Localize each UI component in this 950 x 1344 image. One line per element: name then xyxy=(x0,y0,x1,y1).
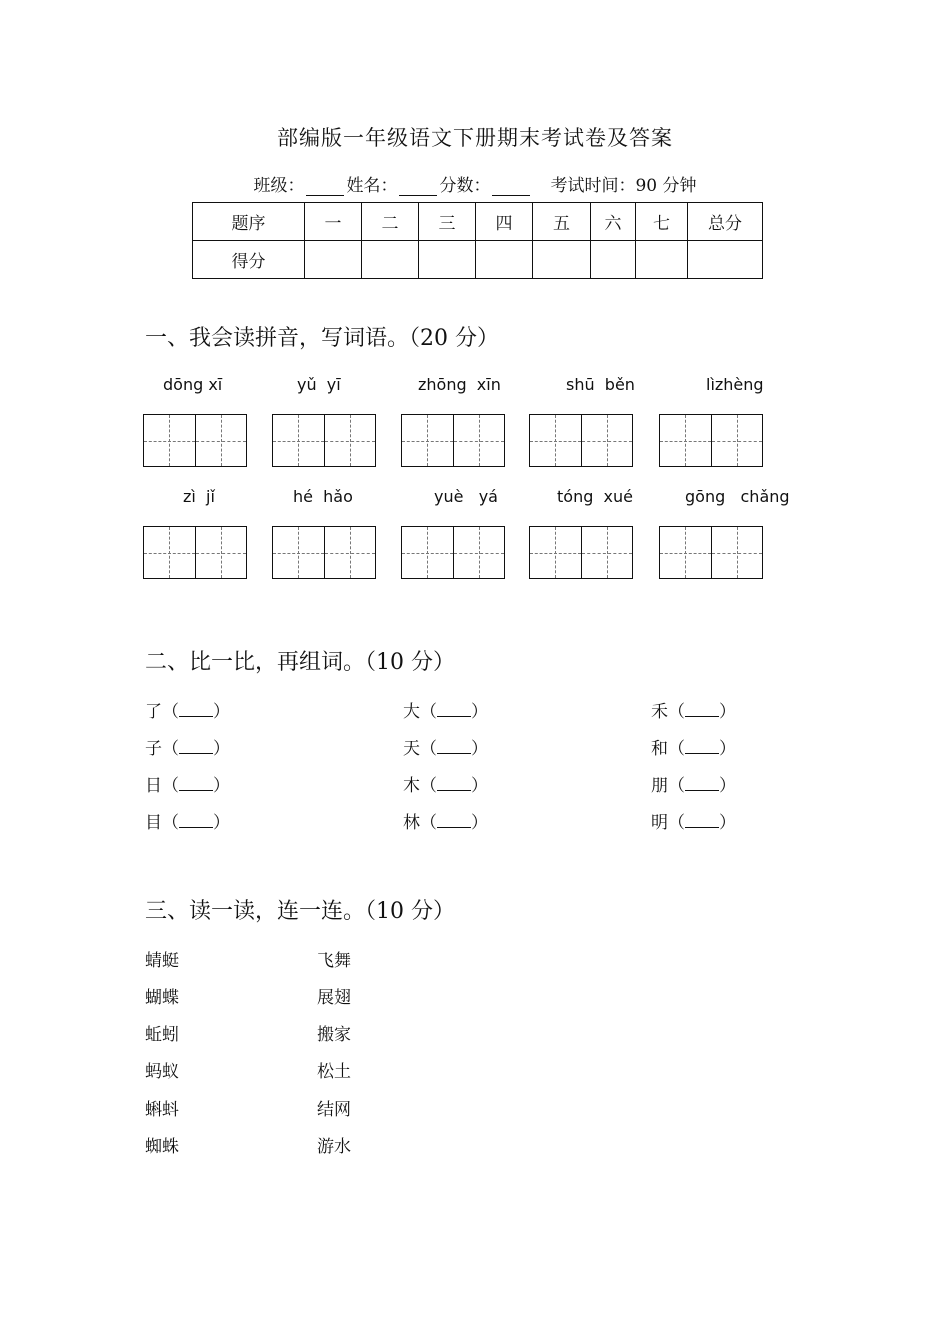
score-cell[interactable] xyxy=(591,241,636,279)
compare-char: 朋 xyxy=(651,776,668,796)
score-cell[interactable] xyxy=(362,241,419,279)
table-header-cell: 四 xyxy=(476,203,533,241)
compare-item: 日（ ） xyxy=(145,776,230,796)
compare-item: 了（ ） xyxy=(145,702,230,722)
compare-char: 和 xyxy=(651,739,668,759)
match-right-item[interactable]: 搬家 xyxy=(317,1025,351,1045)
match-right-item[interactable]: 结网 xyxy=(317,1100,351,1120)
pinyin-label: zhōng xīn xyxy=(418,375,501,394)
match-left-item[interactable]: 蚂蚁 xyxy=(145,1062,179,1082)
name-blank[interactable] xyxy=(399,179,437,196)
answer-blank[interactable] xyxy=(179,702,213,717)
compare-item: 朋（ ） xyxy=(651,776,736,796)
match-left-item[interactable]: 蚯蚓 xyxy=(145,1025,179,1045)
pinyin-label: yǔ yī xyxy=(297,375,341,394)
match-right-item[interactable]: 游水 xyxy=(317,1137,351,1157)
class-label: 班级： xyxy=(253,176,305,196)
table-header-cell: 一 xyxy=(305,203,362,241)
compare-char: 大 xyxy=(403,702,420,722)
answer-blank[interactable] xyxy=(437,702,471,717)
score-cell[interactable] xyxy=(533,241,591,279)
table-header-cell: 七 xyxy=(636,203,688,241)
writing-grid[interactable] xyxy=(272,414,376,467)
answer-blank[interactable] xyxy=(685,702,719,717)
answer-blank[interactable] xyxy=(179,739,213,754)
writing-grid[interactable] xyxy=(401,414,505,467)
compare-char: 明 xyxy=(651,813,668,833)
score-table-score-row xyxy=(193,241,763,279)
table-header-cell: 五 xyxy=(533,203,591,241)
writing-grid[interactable] xyxy=(529,526,633,579)
exam-time: 考试时间：90 分钟 xyxy=(550,176,697,196)
writing-grid[interactable] xyxy=(659,414,763,467)
table-header-cell: 二 xyxy=(362,203,419,241)
compare-item: 禾（ ） xyxy=(651,702,736,722)
compare-char: 林 xyxy=(403,813,420,833)
answer-blank[interactable] xyxy=(437,739,471,754)
score-cell[interactable] xyxy=(636,241,688,279)
pinyin-label: shū běn xyxy=(566,375,635,394)
score-cell[interactable] xyxy=(419,241,476,279)
compare-char: 天 xyxy=(403,739,420,759)
score-cell[interactable] xyxy=(476,241,533,279)
student-info-line xyxy=(0,171,950,196)
match-left-item[interactable]: 蝌蚪 xyxy=(145,1100,179,1120)
section-1-title: 一、我会读拼音，写词语。（20 分） xyxy=(145,326,499,351)
score-row-label: 得分 xyxy=(193,241,305,279)
table-header-cell: 三 xyxy=(419,203,476,241)
match-right-item[interactable]: 展翅 xyxy=(317,988,351,1008)
answer-blank[interactable] xyxy=(179,813,213,828)
pinyin-label: lìzhèng xyxy=(706,375,764,394)
score-table-header-row xyxy=(193,203,763,241)
pinyin-label: dōng xī xyxy=(163,375,223,394)
answer-blank[interactable] xyxy=(685,776,719,791)
match-left-item[interactable]: 蜘蛛 xyxy=(145,1137,179,1157)
match-right-item[interactable]: 飞舞 xyxy=(317,951,351,971)
writing-grid[interactable] xyxy=(143,414,247,467)
answer-blank[interactable] xyxy=(685,739,719,754)
score-blank[interactable] xyxy=(492,179,530,196)
score-cell[interactable] xyxy=(688,241,763,279)
writing-grid[interactable] xyxy=(659,526,763,579)
compare-item: 明（ ） xyxy=(651,813,736,833)
table-header-cell: 六 xyxy=(591,203,636,241)
writing-grid[interactable] xyxy=(529,414,633,467)
answer-blank[interactable] xyxy=(437,813,471,828)
section-2-title: 二、比一比，再组词。（10 分） xyxy=(145,650,455,675)
section-3-title: 三、读一读，连一连。（10 分） xyxy=(145,899,455,924)
score-label: 分数： xyxy=(439,176,491,196)
class-blank[interactable] xyxy=(306,179,344,196)
compare-char: 禾 xyxy=(651,702,668,722)
writing-grid[interactable] xyxy=(143,526,247,579)
pinyin-label: hé hǎo xyxy=(293,487,353,506)
compare-item: 林（ ） xyxy=(403,813,488,833)
compare-char: 子 xyxy=(145,739,162,759)
compare-item: 木（ ） xyxy=(403,776,488,796)
match-right-item[interactable]: 松土 xyxy=(317,1062,351,1082)
score-cell[interactable] xyxy=(305,241,362,279)
match-left-item[interactable]: 蜻蜓 xyxy=(145,951,179,971)
pinyin-label: gōng chǎng xyxy=(685,487,790,506)
answer-blank[interactable] xyxy=(437,776,471,791)
pinyin-label: tóng xué xyxy=(557,487,633,506)
compare-char: 了 xyxy=(145,702,162,722)
compare-item: 目（ ） xyxy=(145,813,230,833)
document-title: 部编版一年级语文下册期末考试卷及答案 xyxy=(277,126,673,150)
compare-item: 天（ ） xyxy=(403,739,488,759)
answer-blank[interactable] xyxy=(685,813,719,828)
pinyin-label: yuè yá xyxy=(434,487,498,506)
answer-blank[interactable] xyxy=(179,776,213,791)
writing-grid[interactable] xyxy=(401,526,505,579)
compare-char: 日 xyxy=(145,776,162,796)
pinyin-label: zì jǐ xyxy=(183,487,215,506)
writing-grid[interactable] xyxy=(272,526,376,579)
compare-item: 子（ ） xyxy=(145,739,230,759)
name-label: 姓名： xyxy=(346,176,398,196)
compare-char: 木 xyxy=(403,776,420,796)
table-header-cell: 题序 xyxy=(193,203,305,241)
score-table xyxy=(192,202,763,279)
compare-char: 目 xyxy=(145,813,162,833)
compare-item: 和（ ） xyxy=(651,739,736,759)
table-header-cell: 总分 xyxy=(688,203,763,241)
compare-item: 大（ ） xyxy=(403,702,488,722)
match-left-item[interactable]: 蝴蝶 xyxy=(145,988,179,1008)
